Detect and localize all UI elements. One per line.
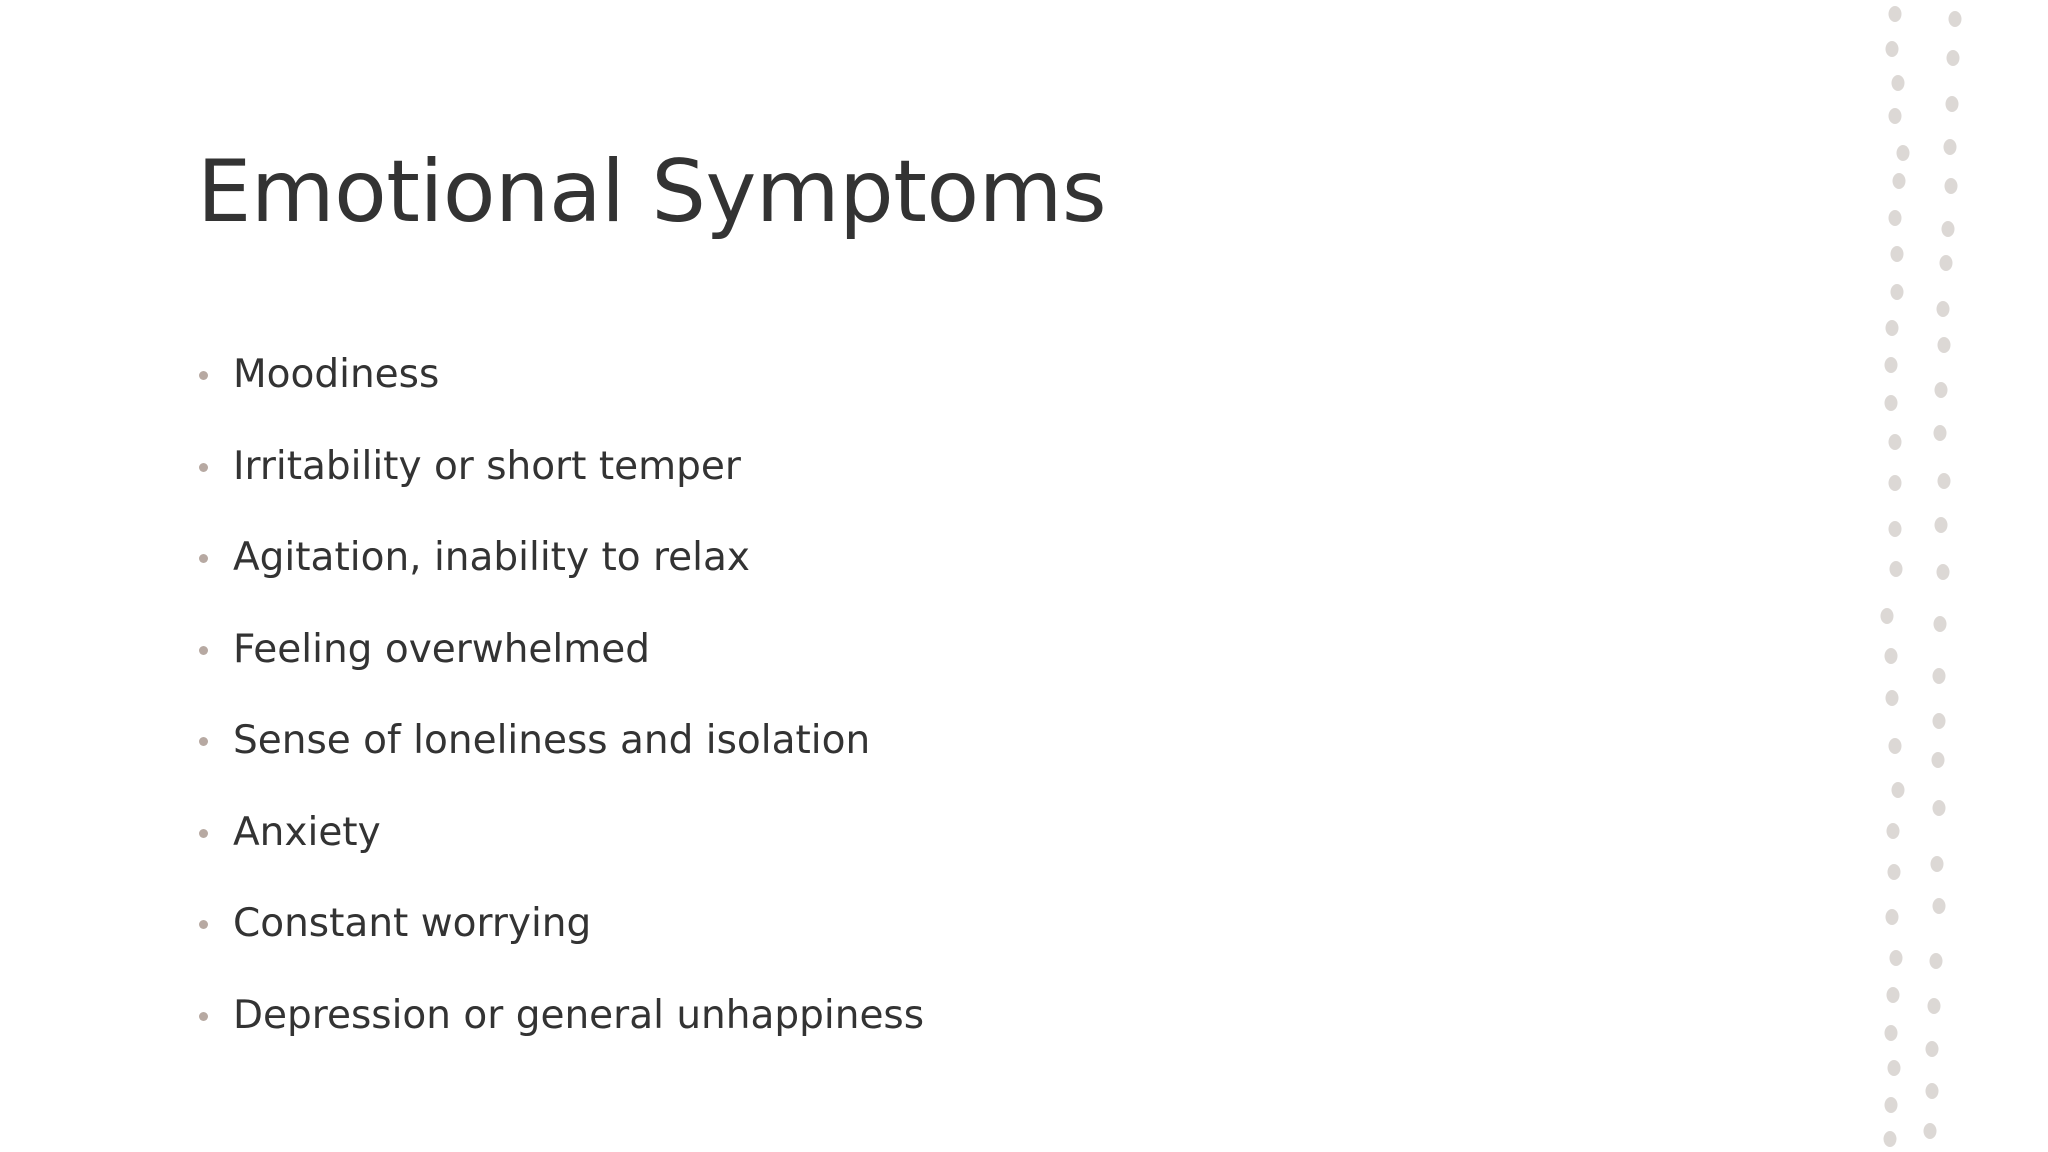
slide-title: Emotional Symptoms <box>197 142 1107 242</box>
decoration-dot <box>1933 668 1946 684</box>
bullet-item <box>197 441 924 533</box>
decoration-dot <box>1924 1123 1937 1139</box>
decoration-dot <box>1885 357 1898 373</box>
decoration-dot <box>1886 320 1899 336</box>
bullet-item <box>197 898 924 990</box>
decoration-dot <box>1945 178 1958 194</box>
bullet-list <box>197 349 924 1081</box>
decoration-dot <box>1887 823 1900 839</box>
decoration-dot <box>1942 221 1955 237</box>
decoration-dot <box>1935 382 1948 398</box>
decoration-dot <box>1934 616 1947 632</box>
decoration-dot <box>1889 521 1902 537</box>
decoration-dot <box>1926 1041 1939 1057</box>
decoration-dot <box>1897 145 1910 161</box>
bullet-text: Depression or general unhappiness <box>233 992 925 1038</box>
decoration-dot <box>1885 395 1898 411</box>
decoration-dot <box>1886 41 1899 57</box>
decoration-dot <box>1926 1083 1939 1099</box>
decoration-dot <box>1889 434 1902 450</box>
decoration-dot <box>1884 1131 1897 1147</box>
decoration-dot <box>1888 864 1901 880</box>
decoration-dot <box>1889 210 1902 226</box>
bullet-text: Moodiness <box>233 352 440 397</box>
bullet-item <box>197 532 924 624</box>
bullet-item <box>197 990 924 1082</box>
bullet-dot-icon <box>199 371 208 380</box>
decoration-dot <box>1949 11 1962 27</box>
decoration-dot <box>1886 909 1899 925</box>
decoration-dot <box>1938 473 1951 489</box>
bullet-text: Sense of loneliness and isolation <box>233 718 871 763</box>
decoration-dot <box>1890 950 1903 966</box>
decoration-dot <box>1889 475 1902 491</box>
bullet-item <box>197 349 924 441</box>
bullet-dot-icon <box>199 1012 208 1021</box>
decoration-dot <box>1930 953 1943 969</box>
bullet-text: Agitation, inability to relax <box>233 535 750 580</box>
bullet-text: Anxiety <box>233 809 381 855</box>
decoration-dot <box>1933 800 1946 816</box>
decoration-dot <box>1889 6 1902 22</box>
decoration-dot <box>1947 50 1960 66</box>
decoration-dot <box>1940 255 1953 271</box>
decoration-dot <box>1885 1097 1898 1113</box>
decoration-dot <box>1885 648 1898 664</box>
decoration-dot <box>1881 608 1894 624</box>
decoration-dot <box>1889 108 1902 124</box>
decoration-dot <box>1928 998 1941 1014</box>
decoration-dot <box>1932 752 1945 768</box>
decoration-dot <box>1937 564 1950 580</box>
decoration-dot <box>1933 713 1946 729</box>
bullet-dot-icon <box>199 829 208 838</box>
bullet-dot-icon <box>199 646 208 655</box>
decoration-dot <box>1937 301 1950 317</box>
bullet-dot-icon <box>199 463 208 472</box>
decoration-dot <box>1891 284 1904 300</box>
decoration-dot <box>1934 425 1947 441</box>
decoration-dot <box>1935 517 1948 533</box>
bullet-text: Irritability or short temper <box>233 443 741 489</box>
bullet-item <box>197 807 924 899</box>
bullet-text: Feeling overwhelmed <box>233 626 650 672</box>
bullet-dot-icon <box>199 920 208 929</box>
decoration-dot <box>1885 1025 1898 1041</box>
bullet-dot-icon <box>199 737 208 746</box>
decoration-dot <box>1946 96 1959 112</box>
decoration-dot <box>1888 1060 1901 1076</box>
decoration-dot <box>1938 337 1951 353</box>
bullet-dot-icon <box>199 554 208 563</box>
decoration-dot <box>1892 782 1905 798</box>
dotted-decoration <box>1860 0 1980 1152</box>
decoration-dot <box>1931 856 1944 872</box>
decoration-dot <box>1891 246 1904 262</box>
decoration-dot <box>1886 690 1899 706</box>
bullet-item <box>197 624 924 716</box>
bullet-text: Constant worrying <box>233 901 592 946</box>
decoration-dot <box>1933 898 1946 914</box>
bullet-item <box>197 715 924 807</box>
decoration-dot <box>1889 738 1902 754</box>
decoration-dot <box>1890 561 1903 577</box>
decoration-dot <box>1887 987 1900 1003</box>
decoration-dot <box>1893 173 1906 189</box>
decoration-dot <box>1892 75 1905 91</box>
decoration-dot <box>1944 139 1957 155</box>
